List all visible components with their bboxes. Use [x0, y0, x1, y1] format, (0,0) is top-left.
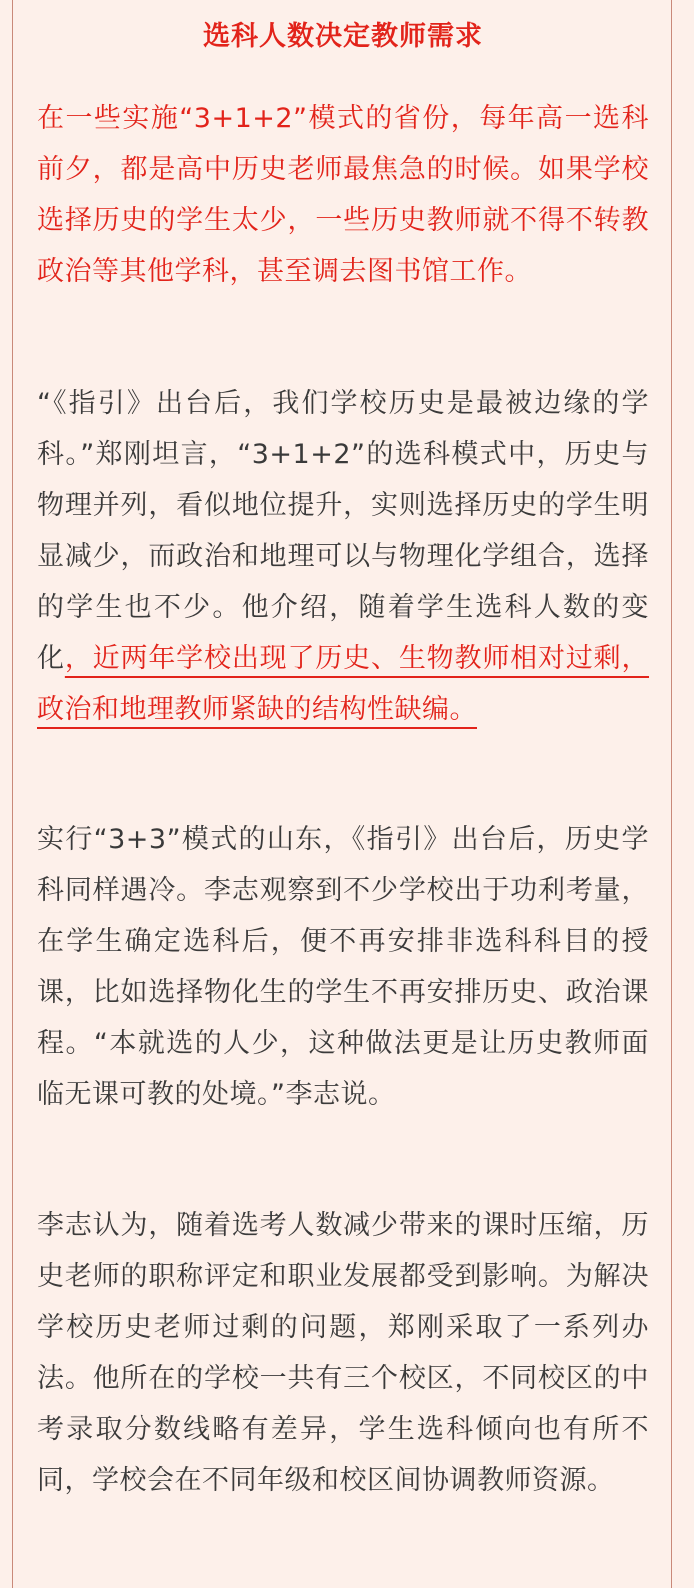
paragraph-zhenggang [37, 378, 649, 735]
paragraph-lizhi: 李志认为，随着选考人数减少带来的课时压缩，历史老师的职称评定和职业发展都受到影响。为解决学校历史老师过剩的问题，郑刚采取了一系列办法。他所在的学校一共有三个校区，不同校区的中考录取分数线略有差异，学生选科倾向也有所不同，学校会在不同年级和校区间协调教师资源。 [37, 1210, 649, 1496]
article-container [12, 0, 672, 1588]
section-title: 选科人数决定教师需求 [203, 21, 483, 52]
intro-paragraph: 在一些实施“3+1+2”模式的省份，每年高一选科前夕，都是高中历史老师最焦急的时候。如果学校选择历史的学生太少，一些历史教师就不得不转教政治等其他学科，甚至调去图书馆工作。 [37, 103, 649, 287]
paragraph-shandong: 实行“3+3”模式的山东，《指引》出台后，历史学科同样遇冷。李志观察到不少学校出于功利考量，在学生确定选科后，便不再安排非选科科目的授课，比如选择物化生的学生不再安排历史、政治课程。“本就选的人少，这种做法更是让历史教师面临无课可教的处境。”李志说。 [37, 824, 649, 1110]
highlighted-underlined-text: ，近两年学校出现了历史、生物教师相对过剩，政治和地理教师紧缺的结构性缺编。 [37, 643, 650, 725]
paragraph-zhenggang-text: “《指引》出台后，我们学校历史是最被边缘的学科。”郑刚坦言，“3+1+2”的选科模式中，历史与物理并列，看似地位提升，实则选择历史的学生明显减少，而政治和地理可以与物理化学组合，选择的学生也不少。他介绍，随着学生选科人数的变化 [37, 388, 649, 674]
